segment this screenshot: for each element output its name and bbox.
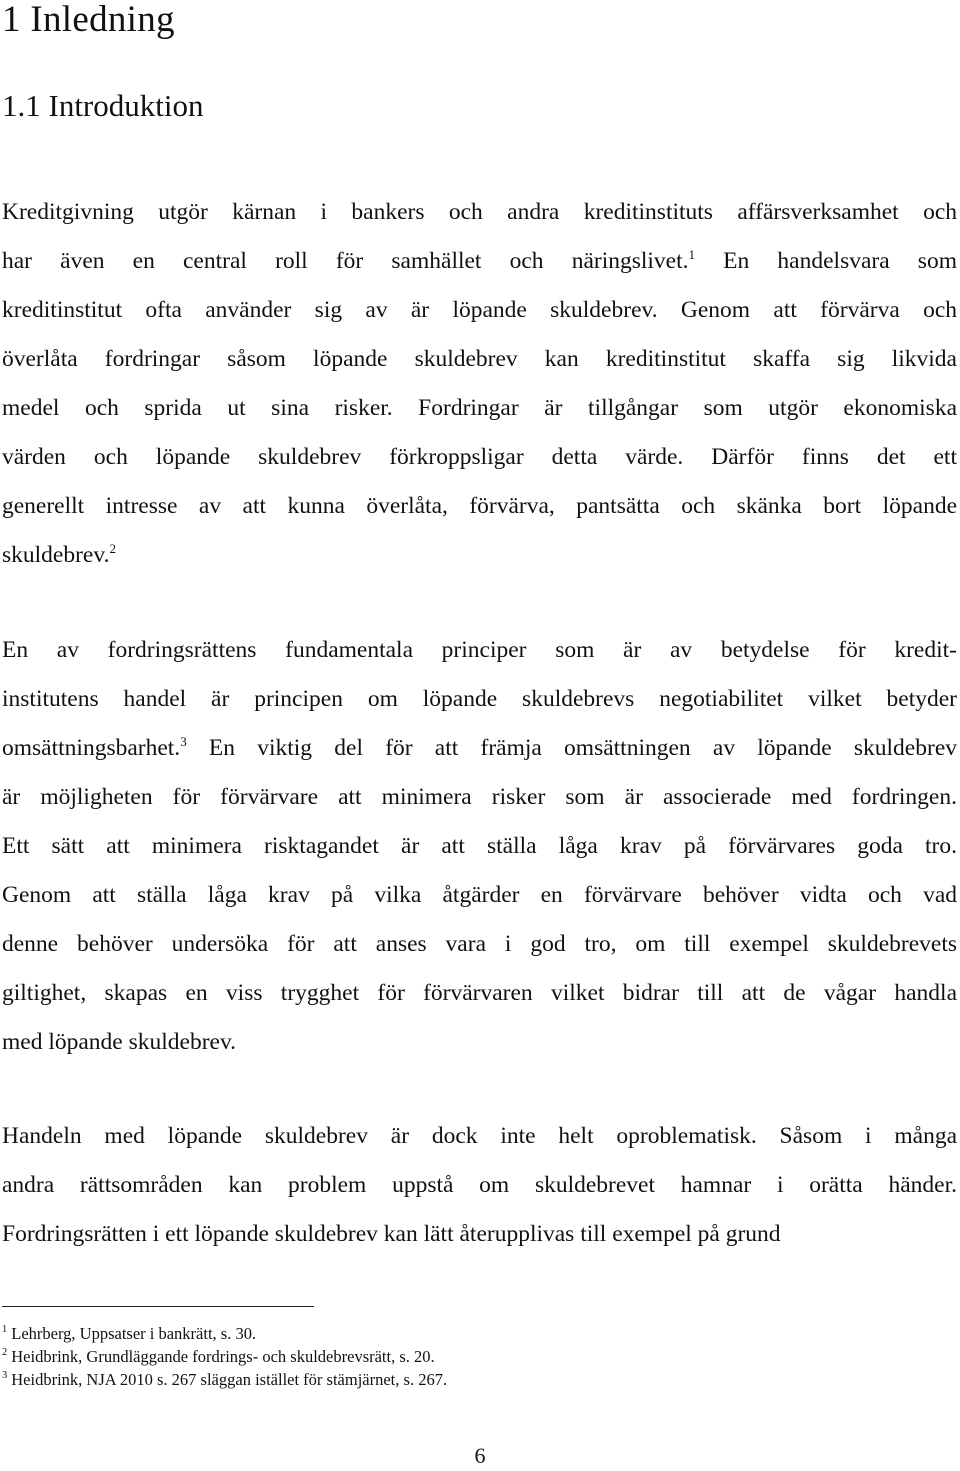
text-line [2,920,957,969]
text-segment: Handeln med löpande skuldebrev är dock inte helt oproblematisk. Såsom i många [2,1123,957,1149]
chapter-heading: 1 Inledning [2,0,175,40]
text-segment: medel och sprida ut sina risker. Fordringar är tillgångar som utgör ekonomiska [2,395,957,421]
text-segment: En handelsvara som [695,248,957,274]
text-line [2,335,957,384]
text-line [2,531,957,580]
text-line [2,384,957,433]
text-line [2,1112,957,1161]
text-line [2,724,957,773]
text-segment: överlåta fordringar såsom löpande skuldebrev kan kreditinstitut skaffa sig likvida [2,346,957,372]
text-line [2,773,957,822]
footnote-text: Heidbrink, NJA 2010 s. 267 släggan istället för stämjärnet, s. 267. [11,1370,448,1389]
text-line [2,1210,957,1259]
text-segment: Fordringsrätten i ett löpande skuldebrev kan lätt återupplivas till exempel på grund [2,1221,781,1247]
text-segment: med löpande skuldebrev. [2,1029,237,1055]
paragraph-3 [2,1112,957,1259]
text-segment: denne behöver undersöka för att anses vara i god tro, om till exempel skuldebrevets [2,931,957,957]
text-line [2,626,957,675]
text-segment: omsättningsbarhet. [2,735,181,761]
text-line [2,871,957,920]
text-segment: andra rättsområden kan problem uppstå om skuldebrevet hamnar i orätta händer. [2,1172,957,1198]
text-line [2,675,957,724]
footnotes [2,1322,902,1391]
text-line [2,433,957,482]
footnote-3 [2,1368,902,1391]
text-segment: skuldebrev. [2,542,110,568]
page-number: 6 [474,1443,486,1468]
text-line [2,969,957,1018]
footnote-text: Lehrberg, Uppsatser i bankrätt, s. 30. [11,1324,257,1343]
text-line [2,1161,957,1210]
text-line [2,822,957,871]
paragraph-2 [2,626,957,1067]
footnote-ref: 1 [688,247,696,262]
text-segment: är möjligheten för förvärvare att minimera risker som är associerade med fordringen. [2,784,957,810]
footnote-ref: 3 [180,734,187,749]
footnote-text: Heidbrink, Grundläggande fordrings- och skuldebrevsrätt, s. 20. [11,1347,435,1366]
section-heading: 1.1 Introduktion [2,88,204,123]
footnote-number: 1 [2,1324,8,1335]
text-segment: värden och löpande skuldebrev förkroppsligar detta värde. Därför finns det ett [2,444,957,470]
text-segment: Genom att ställa låga krav på vilka åtgärder en förvärvare behöver vidta och vad [2,882,957,908]
text-segment: Ett sätt att minimera risktagandet är att ställa låga krav på förvärvares goda tro. [2,833,957,859]
text-segment: En viktig del för att främja omsättningen av löpande skuldebrev [186,735,957,761]
text-segment: kreditinstitut ofta använder sig av är löpande skuldebrev. Genom att förvärva och [2,297,957,323]
text-line [2,482,957,531]
text-segment: Kreditgivning utgör kärnan i bankers och andra kreditinstituts affärsverksamhet och [2,199,957,225]
footnote-number: 3 [2,1370,8,1381]
footnote-2 [2,1345,902,1368]
footnote-number: 2 [2,1347,8,1358]
text-segment: generellt intresse av att kunna överlåta, förvärva, pantsätta och skänka bort löpande [2,493,957,519]
footnote-ref: 2 [109,541,116,556]
text-segment: har även en central roll för samhället och näringslivet. [2,248,689,274]
text-segment: institutens handel är principen om löpande skuldebrevs negotiabilitet vilket betyder [2,686,957,712]
text-line [2,1018,957,1067]
text-line [2,286,957,335]
footnote-separator [2,1306,314,1307]
text-segment: En av fordringsrättens fundamentala principer som är av betydelse för kredit- [2,637,957,663]
footnote-1 [2,1322,902,1345]
text-line [2,188,957,237]
paragraph-1 [2,188,957,580]
text-segment: giltighet, skapas en viss trygghet för förvärvaren vilket bidrar till att de vågar handla [2,980,957,1006]
text-line [2,237,957,286]
